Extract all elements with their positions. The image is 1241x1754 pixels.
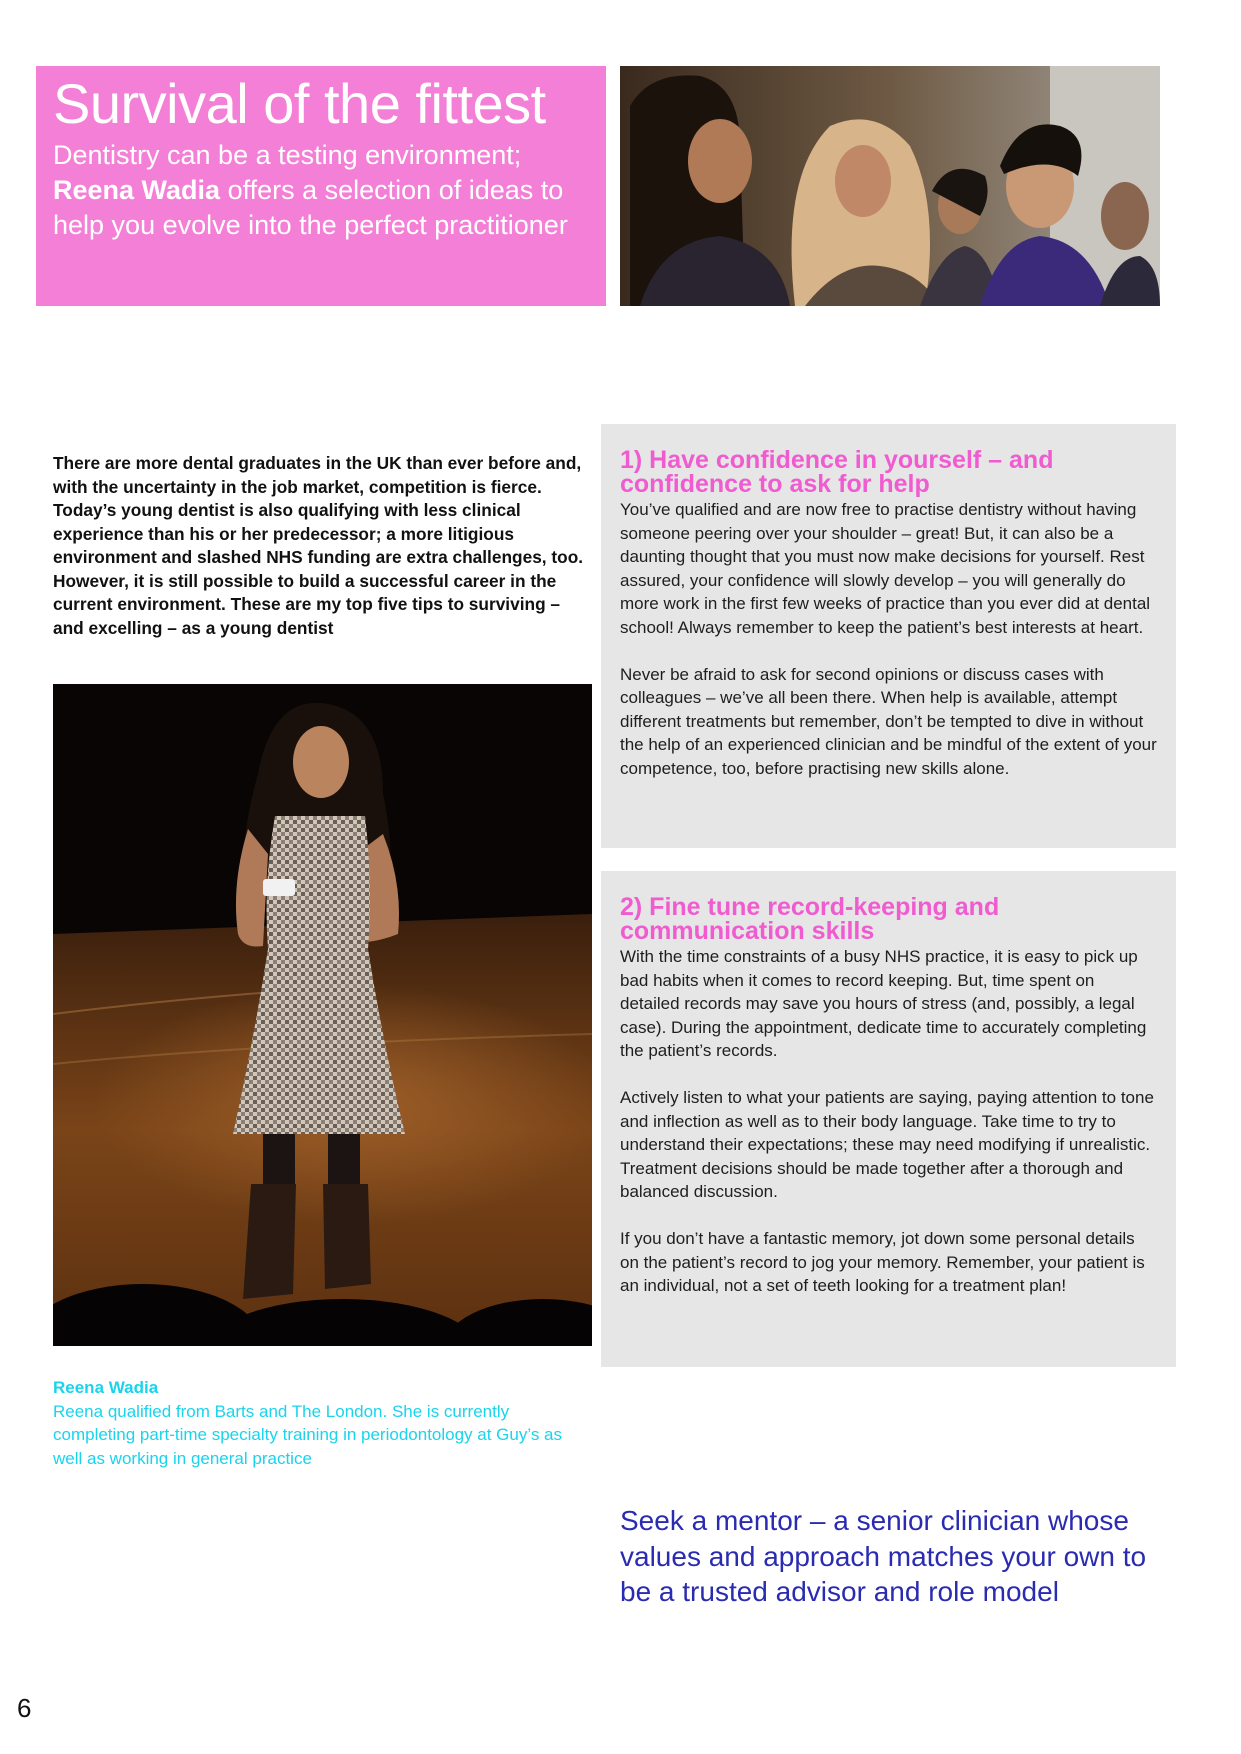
tip-paragraph: Actively listen to what your patients are saying, paying attention to tone and inflection as well as to their body language. Take time to try to understand their expectations; these may need modifying if unrealistic. Treatment decisions should be made together after a thorough and balanced discussion. xyxy=(620,1088,1154,1201)
page-number: 6 xyxy=(17,1693,32,1723)
caption-name: Reena Wadia xyxy=(53,1378,159,1397)
article-title: Survival of the fittest xyxy=(53,72,546,135)
standfirst-rest: offers a selection of ideas to help you evolve into the perfect practitioner xyxy=(53,175,568,240)
tip-paragraph: You’ve qualified and are now free to practise dentistry without having someone peering over your shoulder – great! But, it can also be a daunting thought that you must now make decisions for yourself. Rest assured, your confidence will slowly develop – you will generally do more work in the first few weeks of practice than you ever did at dental school! Always remember to keep the patient’s best interests at heart. xyxy=(620,500,1151,637)
tip-panel-1 xyxy=(601,424,1176,848)
article-standfirst xyxy=(53,138,590,243)
audience-photo xyxy=(620,66,1160,306)
tip-paragraph: With the time constraints of a busy NHS practice, it is easy to pick up bad habits when it comes to record keeping. But, time spent on detailed records may save you hours of stress (and, possibly, a legal case). During the appointment, dedicate time to accurately completing the patient’s records. xyxy=(620,947,1147,1060)
standfirst-lead: Dentistry can be a testing environment; xyxy=(53,140,522,170)
tip-heading: 2) Fine tune record-keeping and communication skills xyxy=(620,893,1000,945)
caption-text: Reena qualified from Barts and The London. She is currently completing part-time specialty training in periodontology at Guy’s as well as working in general practice xyxy=(53,1401,563,1468)
header-banner xyxy=(36,66,606,306)
photo-caption xyxy=(53,1376,593,1470)
tip-paragraph: If you don’t have a fantastic memory, jot down some personal details on the patient’s record to jog your memory. Remember, your patient is an individual, not a set of teeth looking for a treatment plan! xyxy=(620,1229,1145,1295)
standfirst-author: Reena Wadia xyxy=(53,175,221,205)
tip-panel-2 xyxy=(601,871,1176,1367)
pull-quote: Seek a mentor – a senior clinician whose values and approach matches your own to be a trusted advisor and role model xyxy=(620,1505,1147,1607)
tip-heading: 1) Have confidence in yourself – and confidence to ask for help xyxy=(620,446,1054,498)
intro-paragraph: There are more dental graduates in the UK than ever before and, with the uncertainty in the job market, competition is fierce. Today’s young dentist is also qualifying with less clinical experience than his or her predecessor; a more litigious environment and slashed NHS funding are extra challenges, too. However, it is still possible to build a successful career in the current environment. These are my top five tips to surviving – and excelling – as a young dentist xyxy=(53,453,584,638)
tip-paragraph: Never be afraid to ask for second opinions or discuss cases with colleagues – we’ve all been there. When help is available, attempt different treatments but remember, don’t be tempted to dive in without the help of an experienced clinician and be mindful of the extent of your competence, too, before practising new skills alone. xyxy=(620,664,1157,778)
speaker-photo xyxy=(53,684,592,1346)
